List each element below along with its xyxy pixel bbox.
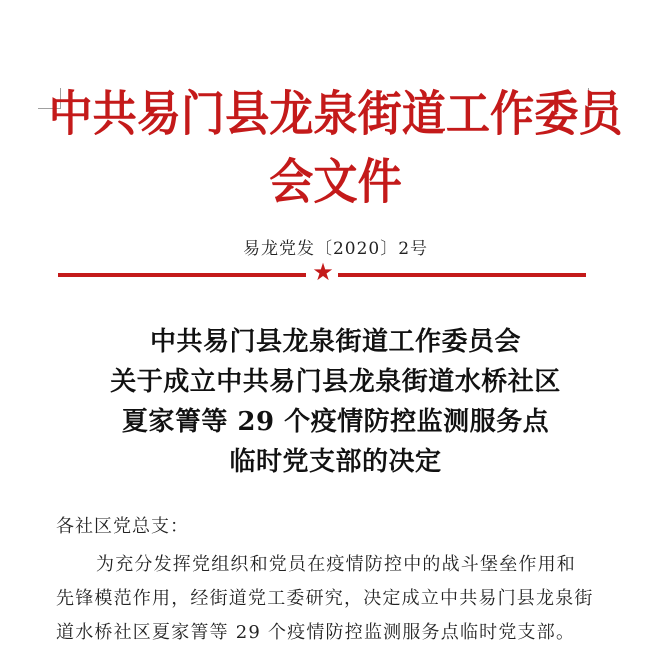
title-line: 夏家箐等 29 个疫情防控监测服务点 [121, 407, 550, 437]
body-line: 道水桥社区夏家箐等 29 个疫情防控监测服务点临时党支部。 [56, 622, 576, 643]
title-line: 关于成立中共易门县龙泉街道水桥社区 [110, 367, 561, 397]
body-paragraph [56, 548, 606, 650]
body-line: 为充分发挥党组织和党员在疫情防控中的战斗堡垒作用和 [96, 554, 576, 575]
document-title [0, 322, 671, 482]
document-number: 易龙党发〔2020〕2号 [242, 239, 429, 259]
salutation: 各社区党总支： [56, 516, 189, 537]
red-star-icon: ★ [312, 258, 334, 286]
red-rule-right [338, 273, 586, 277]
body-line: 先锋模范作用，经街道党工委研究，决定成立中共易门县龙泉街 [56, 588, 594, 609]
red-rule-left [58, 273, 306, 277]
red-header-title: 中共易门县龙泉街道工作委员会文件 [48, 86, 623, 210]
title-line: 临时党支部的决定 [229, 447, 442, 477]
title-line: 中共易门县龙泉街道工作委员会 [149, 327, 521, 357]
